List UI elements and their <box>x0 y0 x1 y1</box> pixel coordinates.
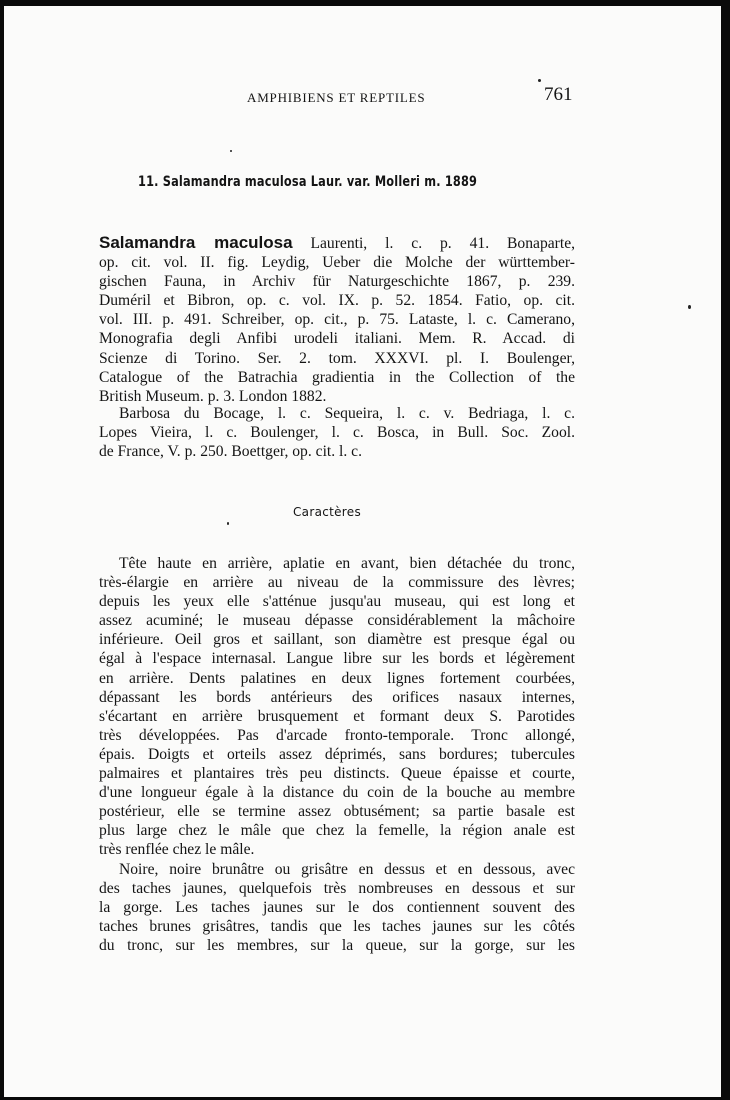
reference-line: Lopes Vieira, l. c. Boulenger, l. c. Bosca, in Bull. Soc. Zool. <box>99 424 575 442</box>
scan-speck <box>688 305 691 309</box>
description-line: postérieur, elle se termine assez obtusément; sa partie basale est <box>99 803 575 821</box>
description-line: inférieure. Oeil gros et saillant, son diamètre est presque égal ou <box>99 631 575 649</box>
reference-line: Barbosa du Bocage, l. c. Sequeira, l. c. v. Bedriaga, l. c. <box>119 405 575 422</box>
description-line: s'écartant en arrière brusquement et formant deux S. Parotides <box>99 707 575 725</box>
scan-speck <box>230 150 232 152</box>
reference-line: de France, V. p. 250. Boettger, op. cit. l. c. <box>99 443 362 461</box>
description-line: très renflée chez le mâle. <box>99 841 255 859</box>
synonymy-line: Monografia degli Anfibi urodeli italiani. Mem. R. Accad. di <box>99 330 575 348</box>
description-line: palmaires et plantaires très peu distincts. Queue épaisse et courte, <box>99 765 575 783</box>
description-line: depuis les yeux elle s'atténue jusqu'au museau, qui est long et <box>99 593 575 611</box>
synonymy-line: Catalogue of the Batrachia gradientia in the Collection of the <box>99 368 575 386</box>
description-line: assez acuminé; le museau dépasse considérablement la mâchoire <box>99 612 575 630</box>
scan-border-left <box>0 0 4 1100</box>
section-heading: 11. Salamandra maculosa Laur. var. Molleri m. 1889 <box>138 174 478 190</box>
synonymy-line: Scienze di Torino. Ser. 2. tom. XXXVI. pl. I. Boulenger, <box>99 349 575 367</box>
references-paragraph <box>99 404 575 461</box>
synonymy-paragraph <box>99 233 575 406</box>
description-line: très-élargie en arrière au niveau de la commissure des lèvres; <box>99 574 575 592</box>
synonymy-line: vol. III. p. 491. Schreiber, op. cit., p. 75. Lataste, l. c. Camerano, <box>99 311 575 329</box>
coloration-line: du tronc, sur les membres, sur la queue, sur la gorge, sur les <box>99 936 575 954</box>
scan-border-top <box>0 0 730 6</box>
synonymy-line: Salamandra maculosa Laurenti, l. c. p. 41. Bonaparte, <box>99 233 576 252</box>
description-line: épais. Doigts et orteils assez déprimés, sans bordures; tubercules <box>99 745 575 763</box>
synonymy-line: op. cit. vol. II. fig. Leydig, Ueber die Molche der württember- <box>99 254 575 272</box>
description-line: égal à l'espace internasal. Langue libre sur les bords et légèrement <box>99 650 575 668</box>
synonymy-line: gischen Fauna, in Archiv für Naturgeschichte 1867, p. 239. <box>99 273 575 291</box>
coloration-line: la gorge. Les taches jaunes sur le dos contiennent souvent des <box>99 898 575 916</box>
page-number: 761 <box>544 84 573 105</box>
scan-speck <box>538 79 541 82</box>
description-line: plus large chez le mâle que chez la femelle, la région anale est <box>99 822 575 840</box>
description-text <box>99 554 575 955</box>
coloration-line: Noire, noire brunâtre ou grisâtre en dessus et en dessous, avec <box>119 860 575 878</box>
characters-subheading: Caractères <box>293 505 362 519</box>
coloration-line: des taches jaunes, quelquefois très nombreuses en dessous et sur <box>99 879 575 897</box>
description-line: d'une longueur égale à la distance du coin de la bouche au membre <box>99 784 575 802</box>
synonymy-line: British Museum. p. 3. London 1882. <box>99 387 327 405</box>
scan-speck <box>227 522 229 525</box>
coloration-line: taches brunes grisâtres, tandis que les taches jaunes sur les côtés <box>99 917 575 935</box>
species-name: Salamandra maculosa <box>99 233 293 252</box>
description-line: dépassant les bords antérieurs des orifices nasaux internes, <box>99 688 575 706</box>
synonymy-line: Duméril et Bibron, op. c. vol. IX. p. 52. 1854. Fatio, op. cit. <box>99 292 575 310</box>
description-line: Tête haute en arrière, aplatie en avant, bien détachée du tronc, <box>119 555 575 572</box>
running-head: AMPHIBIENS ET REPTILES <box>247 90 426 105</box>
scan-border-right <box>721 0 730 1100</box>
description-line: en arrière. Dents palatines en deux lignes fortement courbées, <box>99 669 575 687</box>
description-line: très développées. Pas d'arcade fronto-temporale. Tronc allongé, <box>99 726 575 744</box>
